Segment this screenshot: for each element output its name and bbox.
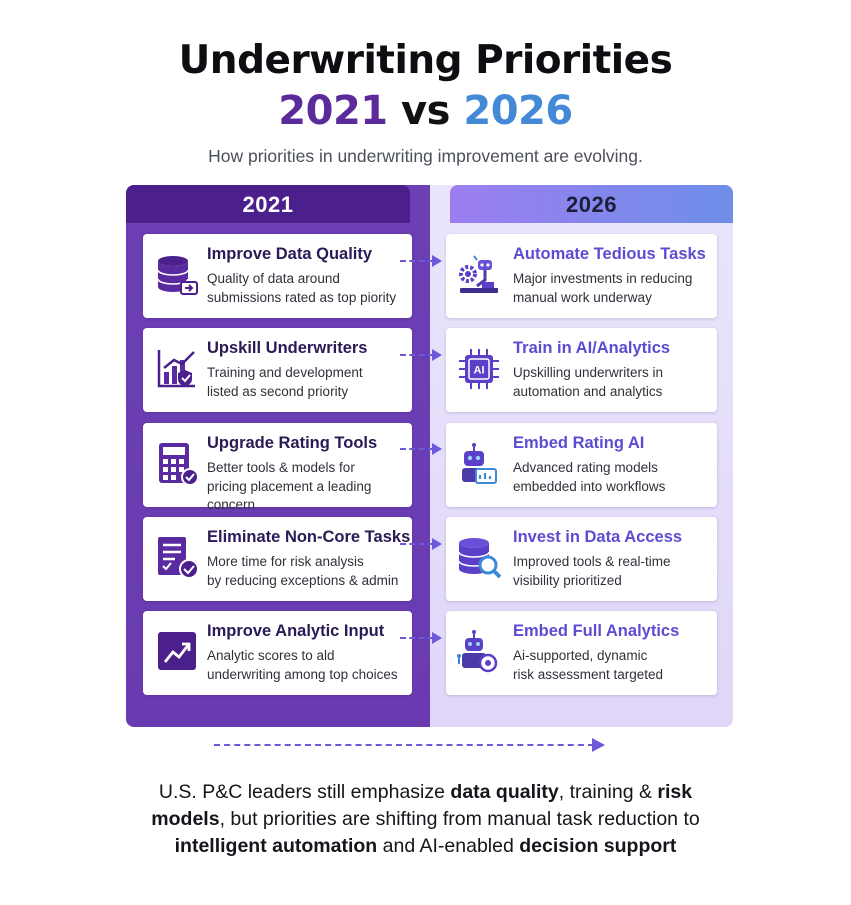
column-header-2026: 2026 [450,185,733,223]
card-embed-full-analytics [446,611,717,695]
card-title: Improve Data Quality [207,245,373,263]
ai-chip-icon [456,346,502,392]
growth-chart-icon [155,346,201,392]
arrowhead-icon [592,738,605,752]
arrowhead-icon [432,443,442,455]
card-title: Invest in Data Access [513,528,683,546]
card-upskill-underwriters [143,328,412,412]
footer-summary: U.S. P&C leaders still emphasize data quality, training & risk models, but priorities are shifting from manual task reduction to intelligent automation and AI-enabled decision support [151,781,700,857]
card-automate-tedious-tasks [446,234,717,318]
vs-label: vs [401,88,450,134]
connector-arrow-2 [400,354,434,356]
robot-analytics-icon [456,629,502,675]
database-search-icon [456,535,502,581]
database-icon [155,252,201,298]
card-train-in-ai-analytics [446,328,717,412]
card-title: Automate Tedious Tasks [513,245,706,263]
timeline-arrow [214,744,594,746]
column-header-2021: 2021 [126,185,410,223]
arrowhead-icon [432,255,442,267]
card-description: Quality of data around submissions rated as top piority [207,271,397,305]
card-improve-data-quality [143,234,412,318]
subtitle: How priorities in underwriting improvement are evolving. [208,146,643,166]
card-eliminate-non-core-tasks [143,517,412,601]
card-description: Advanced rating models embedded into workflows [513,460,666,494]
card-description: Improved tools & real-time visibility prioritized [513,554,671,588]
calculator-icon [155,441,201,487]
robot-icon [456,441,502,487]
arrowhead-icon [432,349,442,361]
page-title-years [0,88,851,134]
svg-text:AI: AI [473,364,485,377]
card-description: Major investments in reducing manual work underway [513,271,693,305]
connector-arrow-4 [400,543,434,545]
connector-arrow-3 [400,448,434,450]
card-embed-rating-ai [446,423,717,507]
page-title: Underwriting Priorities [178,38,673,83]
card-title: Train in AI/Analytics [513,339,671,357]
connector-arrow-1 [400,260,434,262]
card-invest-in-data-access [446,517,717,601]
card-upgrade-rating-tools [143,423,412,512]
arrowhead-icon [432,632,442,644]
card-description: Training and development listed as second priority [207,365,363,399]
card-title: Upskill Underwriters [207,339,368,357]
card-description: Ai-supported, dynamic risk assessment targeted [513,648,664,682]
year-2021-label: 2021 [278,88,388,134]
card-description: Better tools & models for pricing placement a leading concern [207,460,372,512]
arrowhead-icon [432,538,442,550]
checklist-icon [155,535,201,581]
trend-arrow-icon [155,629,201,675]
card-title: Embed Full Analytics [513,622,680,640]
card-improve-analytic-input [143,611,412,695]
card-description: Upskilling underwriters in automation and analytics [513,365,664,399]
robot-gears-icon [456,252,502,298]
card-title: Improve Analytic Input [207,622,385,640]
card-description: Analytic scores to ald underwriting among top choices [207,648,398,682]
card-title: Upgrade Rating Tools [207,434,378,452]
connector-arrow-5 [400,637,434,639]
year-2026-label: 2026 [463,88,573,134]
card-description: More time for risk analysis by reducing exceptions & admin [207,554,399,588]
card-title: Eliminate Non-Core Tasks [207,528,411,546]
card-title: Embed Rating AI [513,434,645,452]
